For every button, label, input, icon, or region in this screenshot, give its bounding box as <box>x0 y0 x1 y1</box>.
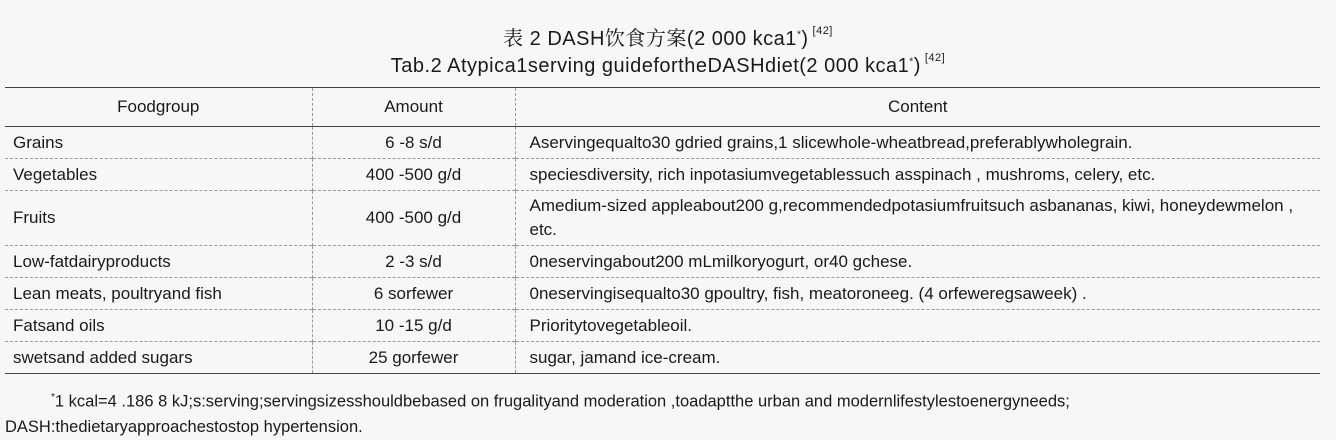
title-en-footnote-mark: * <box>909 56 914 68</box>
row-content: 0neservingisequalto30 gpoultry, fish, meatoroneeg. (4 orfeweregsaweek) . <box>529 283 1087 303</box>
title-cn-reference: [42] <box>812 25 833 38</box>
table-row <box>5 278 1320 310</box>
footnote-line-1 <box>5 385 1325 415</box>
header-foodgroup: Foodgroup <box>5 88 312 127</box>
footnote-line-2: DASH:thedietaryapproachestostop hypertension. <box>5 417 363 436</box>
title-cn-text: 表 2 DASH饮食方案(2 000 kca1 <box>503 28 797 50</box>
row-amount: 400 -500 g/d <box>312 191 515 246</box>
row-content: Aservingequalto30 gdried grains,1 slicewhole-wheatbread,preferablywholegrain. <box>529 132 1133 152</box>
table-row <box>5 310 1320 342</box>
table-title-chinese <box>0 22 1336 51</box>
dash-diet-table <box>5 87 1320 374</box>
table-footnote <box>5 385 1325 440</box>
row-foodgroup: Fatsand oils <box>5 310 312 342</box>
table-row <box>5 246 1320 278</box>
title-en-close: ) <box>913 55 921 77</box>
table-row <box>5 191 1320 246</box>
row-foodgroup: Low-fatdairyproducts <box>5 246 312 278</box>
row-amount: 400 -500 g/d <box>312 159 515 191</box>
row-content: 0neservingabout200 mLmilkoryogurt, or40 gchese. <box>529 251 913 271</box>
row-content: speciesdiversity, rich inpotasiumvegetablessuch asspinach , mushroms, celery, etc. <box>529 164 1156 184</box>
header-content: Content <box>887 97 948 116</box>
table-row <box>5 159 1320 191</box>
title-en-reference: [42] <box>924 52 946 65</box>
title-cn-footnote-mark: * <box>796 29 802 41</box>
row-amount: 6 sorfewer <box>312 278 515 310</box>
row-amount: 25 gorfewer <box>312 342 515 374</box>
table-row <box>5 127 1320 159</box>
row-content: sugar, jamand ice-cream. <box>529 347 721 367</box>
title-cn-close: ) <box>801 28 809 50</box>
row-content: Prioritytovegetableoil. <box>529 315 693 335</box>
table-title-english <box>0 52 1336 78</box>
row-amount: 2 -3 s/d <box>312 246 515 278</box>
row-foodgroup: Grains <box>5 127 312 159</box>
table-header-row <box>5 88 1320 127</box>
row-amount: 6 -8 s/d <box>312 127 515 159</box>
row-content: Amedium-sized appleabout200 g,recommendedpotasiumfruitsuch asbananas, kiwi, honeydewmelon , etc. <box>529 196 1294 239</box>
row-foodgroup: Vegetables <box>5 159 312 191</box>
header-amount: Amount <box>312 88 515 127</box>
row-foodgroup: Fruits <box>5 191 312 246</box>
footnote-mark: * <box>51 392 55 403</box>
row-amount: 10 -15 g/d <box>312 310 515 342</box>
footnote-text-1: 1 kcal=4 .186 8 kJ;s:serving;servingsizesshouldbebased on frugalityand moderation ,toadaptthe urban and modernlifestylestoenergyneeds; <box>54 392 1070 411</box>
row-foodgroup: swetsand added sugars <box>5 342 312 374</box>
row-foodgroup: Lean meats, poultryand fish <box>5 278 312 310</box>
table-row <box>5 342 1320 374</box>
title-en-text: Tab.2 Atypica1serving guidefortheDASHdiet(2 000 kca1 <box>390 55 910 77</box>
